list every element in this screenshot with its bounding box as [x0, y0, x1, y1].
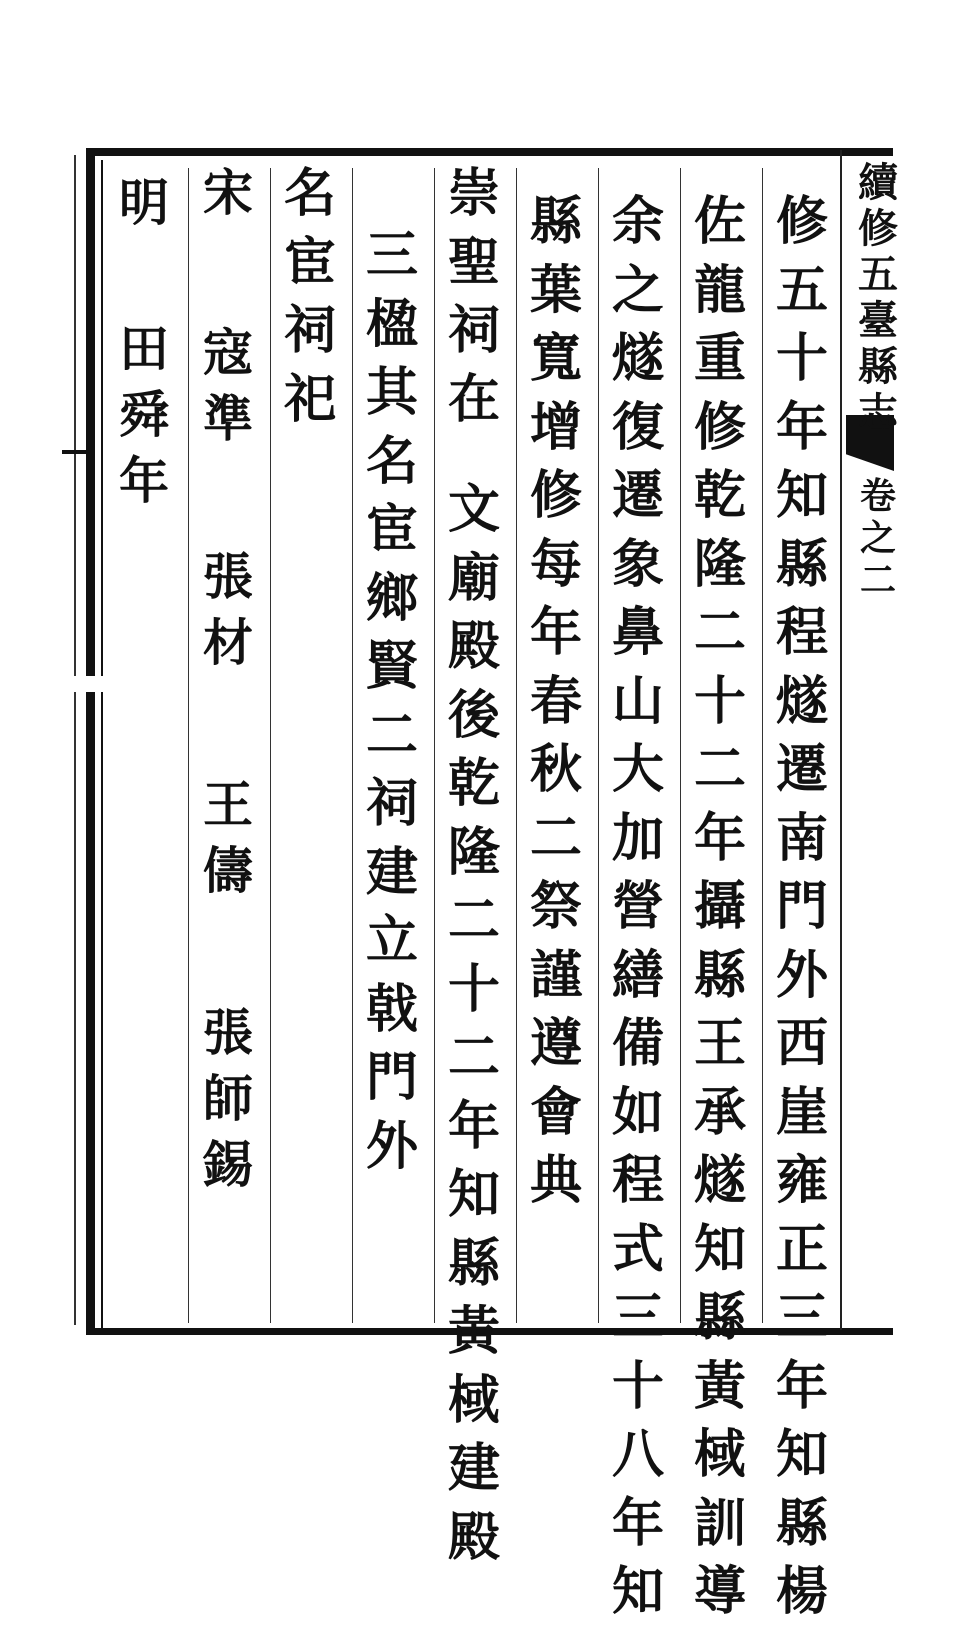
column-separator	[680, 168, 681, 1323]
official-name: 張師錫	[203, 1003, 253, 1194]
official-name: 寇準	[203, 323, 253, 448]
text-column-9	[108, 170, 180, 514]
text-column-2	[684, 188, 756, 1627]
column-separator	[188, 168, 189, 1323]
fold-juan-label: 卷之二	[859, 475, 896, 601]
column-text: 三楹其名宦鄉賢二祠建立戟門外	[365, 225, 418, 1177]
dynasty-label: 明	[119, 173, 169, 232]
column-text: 佐龍重修乾隆二十二年攝縣王承燧知縣黃棫訓導	[693, 191, 746, 1622]
official-name: 張材	[203, 547, 253, 672]
frame-gap	[68, 676, 108, 692]
frame-top-border	[88, 148, 893, 156]
frame-left-border	[86, 148, 95, 1335]
column-heading: 崇聖祠在	[447, 163, 500, 430]
official-name: 田舜年	[119, 319, 169, 510]
text-column-3	[602, 188, 674, 1627]
column-text: 余之燧復遷象鼻山大加營繕備如程式三十八年知	[611, 191, 664, 1622]
text-column-6	[356, 222, 428, 1181]
text-column-5	[438, 160, 510, 1572]
column-separator	[516, 168, 517, 1323]
outer-border-line	[74, 155, 76, 1325]
frame-tick-mark	[62, 450, 92, 454]
text-column-4	[520, 188, 592, 1216]
fold-title: 續修五臺縣志	[858, 159, 898, 436]
column-text: 文廟殿後乾隆二十二年知縣黃棫建殿	[447, 479, 500, 1568]
fold-line	[840, 150, 842, 1330]
column-text: 修五十年知縣程燧遷南門外西崖雍正三年知縣楊	[775, 191, 828, 1622]
column-separator	[352, 168, 353, 1323]
column-separator	[598, 168, 599, 1323]
column-heading: 名宦祠祀	[283, 163, 336, 430]
column-separator	[270, 168, 271, 1323]
text-column-1	[766, 188, 838, 1627]
text-column-8	[192, 160, 264, 1198]
dynasty-label: 宋	[203, 163, 253, 222]
column-text: 縣葉寬增修每年春秋二祭謹遵會典	[529, 191, 582, 1211]
column-separator	[434, 168, 435, 1323]
column-separator	[762, 168, 763, 1323]
official-name: 王儔	[203, 775, 253, 900]
frame-left-inner-border	[101, 160, 103, 1328]
text-column-7	[274, 160, 346, 434]
